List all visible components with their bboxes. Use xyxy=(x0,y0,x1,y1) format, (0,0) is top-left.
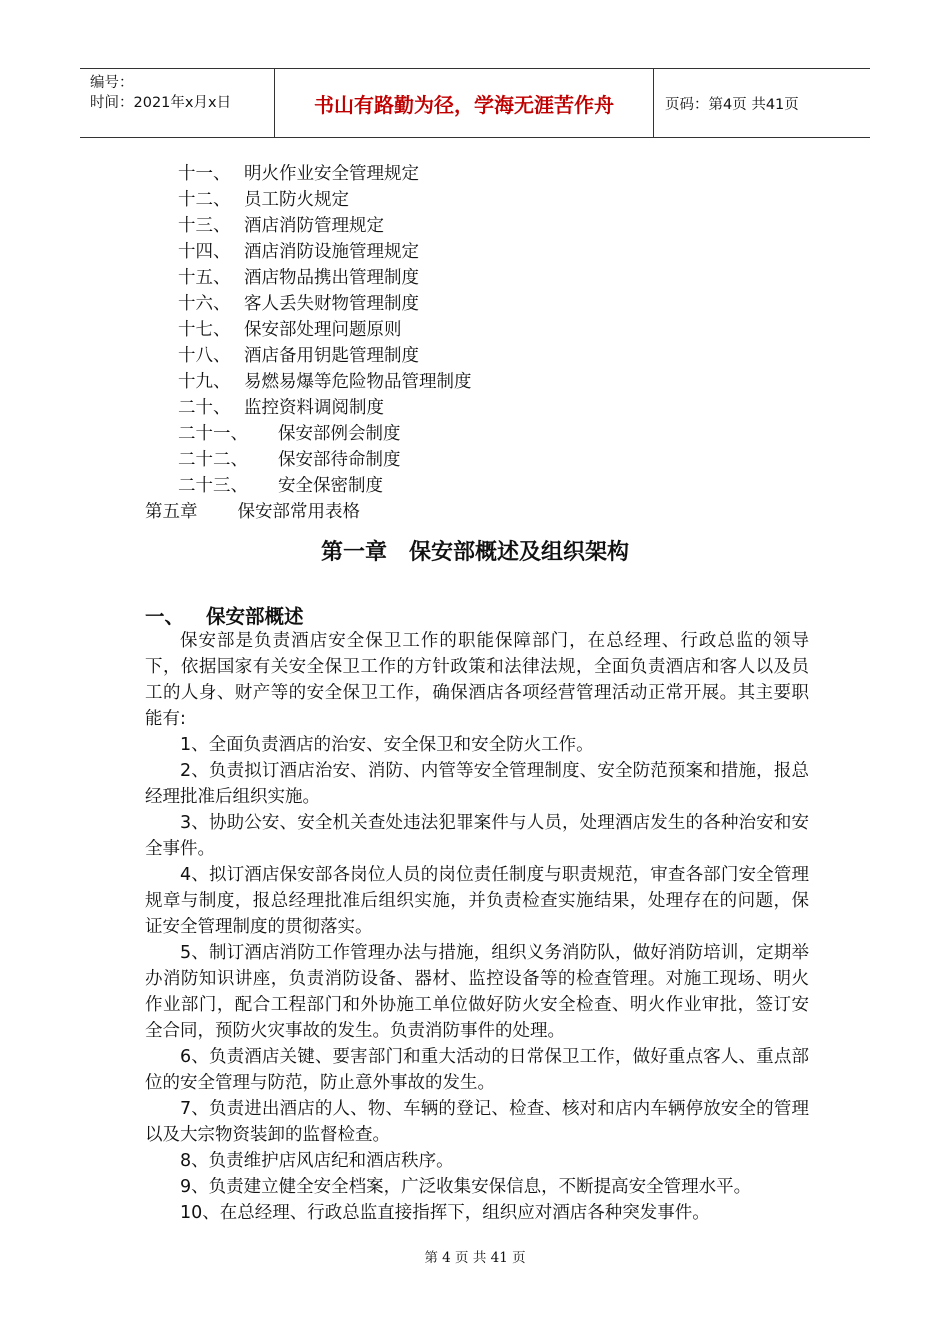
toc-item-number: 十四、 xyxy=(178,242,231,262)
toc-item xyxy=(178,265,472,291)
toc-item xyxy=(178,395,472,421)
toc-item-title: 保安部待命制度 xyxy=(278,450,401,470)
toc-item xyxy=(178,343,472,369)
toc-item-number: 十六、 xyxy=(178,294,231,314)
toc-item-number: 十八、 xyxy=(178,346,231,366)
body-paragraph: 10、在总经理、行政总监直接指挥下，组织应对酒店各种突发事件。 xyxy=(180,1203,710,1223)
toc-item-number: 十二、 xyxy=(178,190,231,210)
body-paragraph: 2、负责拟订酒店治安、消防、内管等安全管理制度、安全防范预案和措施，报总经理批准后组织实施。 xyxy=(145,761,809,807)
toc-item-title: 酒店消防设施管理规定 xyxy=(244,242,419,262)
toc-item-number: 二十三、 xyxy=(178,476,248,496)
body-paragraph: 9、负责建立健全安全档案，广泛收集安保信息，不断提高安全管理水平。 xyxy=(180,1177,752,1197)
body-paragraph: 5、制订酒店消防工作管理办法与措施，组织义务消防队，做好消防培训，定期举办消防知识讲座，负责消防设备、器材、监控设备等的检查管理。对施工现场、明火作业部门，配合工程部门和外协施工单位做好防火安全检查、明火作业审批，签订安全合同，预防火灾事故的发生。负责消防事件的处理。 xyxy=(145,943,809,1041)
toc-item-title: 酒店备用钥匙管理制度 xyxy=(244,346,419,366)
page-footer: 第 4 页 共 41 页 xyxy=(424,1250,526,1266)
section1-title: 保安部概述 xyxy=(206,605,304,628)
toc-item-title: 客人丢失财物管理制度 xyxy=(244,294,419,314)
body-paragraph: 6、负责酒店关键、要害部门和重大活动的日常保卫工作，做好重点客人、重点部位的安全管理与防范，防止意外事故的发生。 xyxy=(145,1047,809,1093)
time-label: 时间：2021年x月x日 xyxy=(90,95,232,111)
toc-item xyxy=(178,291,472,317)
page-header xyxy=(80,68,870,138)
chapter5-title: 保安部常用表格 xyxy=(237,502,360,522)
toc-item xyxy=(178,317,472,343)
toc-item xyxy=(178,161,472,187)
section1-body xyxy=(145,628,809,1226)
toc-item xyxy=(178,213,472,239)
toc-chapter5 xyxy=(145,499,360,525)
toc-item-title: 易燃易爆等危险物品管理制度 xyxy=(244,372,472,392)
toc-item-number: 十三、 xyxy=(178,216,231,236)
toc-item xyxy=(178,369,472,395)
toc-item-title: 员工防火规定 xyxy=(244,190,349,210)
toc-item-number: 二十一、 xyxy=(178,424,248,444)
toc-item xyxy=(178,421,472,447)
number-label: 编号： xyxy=(90,75,134,91)
header-page-info: 页码：第4页 共41页 xyxy=(665,96,799,113)
toc-item-title: 保安部处理问题原则 xyxy=(244,320,402,340)
toc-item-number: 十九、 xyxy=(178,372,231,392)
toc-item xyxy=(178,187,472,213)
toc-item-number: 十一、 xyxy=(178,164,231,184)
toc-item-title: 监控资料调阅制度 xyxy=(244,398,384,418)
toc-item xyxy=(178,447,472,473)
toc-item-title: 酒店物品携出管理制度 xyxy=(244,268,419,288)
chapter5-number: 第五章 xyxy=(145,502,198,522)
toc-item xyxy=(178,239,472,265)
toc-item-title: 酒店消防管理规定 xyxy=(244,216,384,236)
toc-item-number: 二十、 xyxy=(178,398,231,418)
header-motto: 书山有路勤为径，学海无涯苦作舟 xyxy=(274,69,654,137)
toc-item-title: 保安部例会制度 xyxy=(278,424,401,444)
body-paragraph: 1、全面负责酒店的治安、安全保卫和安全防火工作。 xyxy=(180,735,594,755)
body-paragraph: 保安部是负责酒店安全保卫工作的职能保障部门，在总经理、行政总监的领导下，依据国家有关安全保卫工作的方针政策和法律法规，全面负责酒店和客人以及员工的人身、财产等的安全保卫工作，确保酒店各项经营管理活动正常开展。其主要职能有: xyxy=(145,631,809,729)
table-of-contents xyxy=(178,161,472,499)
body-paragraph: 8、负责维护店风店纪和酒店秩序。 xyxy=(180,1151,454,1171)
toc-item-title: 明火作业安全管理规定 xyxy=(244,164,419,184)
section1-number: 一、 xyxy=(145,605,185,628)
header-meta xyxy=(80,69,274,137)
body-paragraph: 7、负责进出酒店的人、物、车辆的登记、检查、核对和店内车辆停放安全的管理以及大宗物资装卸的监督检查。 xyxy=(145,1099,809,1145)
body-paragraph: 4、拟订酒店保安部各岗位人员的岗位责任制度与职责规范，审查各部门安全管理规章与制度，报总经理批准后组织实施，并负责检查实施结果，处理存在的问题，保证安全管理制度的贯彻落实。 xyxy=(145,865,809,937)
body-paragraph: 3、协助公安、安全机关查处违法犯罪案件与人员，处理酒店发生的各种治安和安全事件。 xyxy=(145,813,809,859)
toc-item-title: 安全保密制度 xyxy=(278,476,383,496)
toc-item-number: 十七、 xyxy=(178,320,231,340)
chapter1-heading: 第一章 保安部概述及组织架构 xyxy=(320,540,629,565)
toc-item-number: 二十二、 xyxy=(178,450,248,470)
toc-item-number: 十五、 xyxy=(178,268,231,288)
toc-item xyxy=(178,473,472,499)
